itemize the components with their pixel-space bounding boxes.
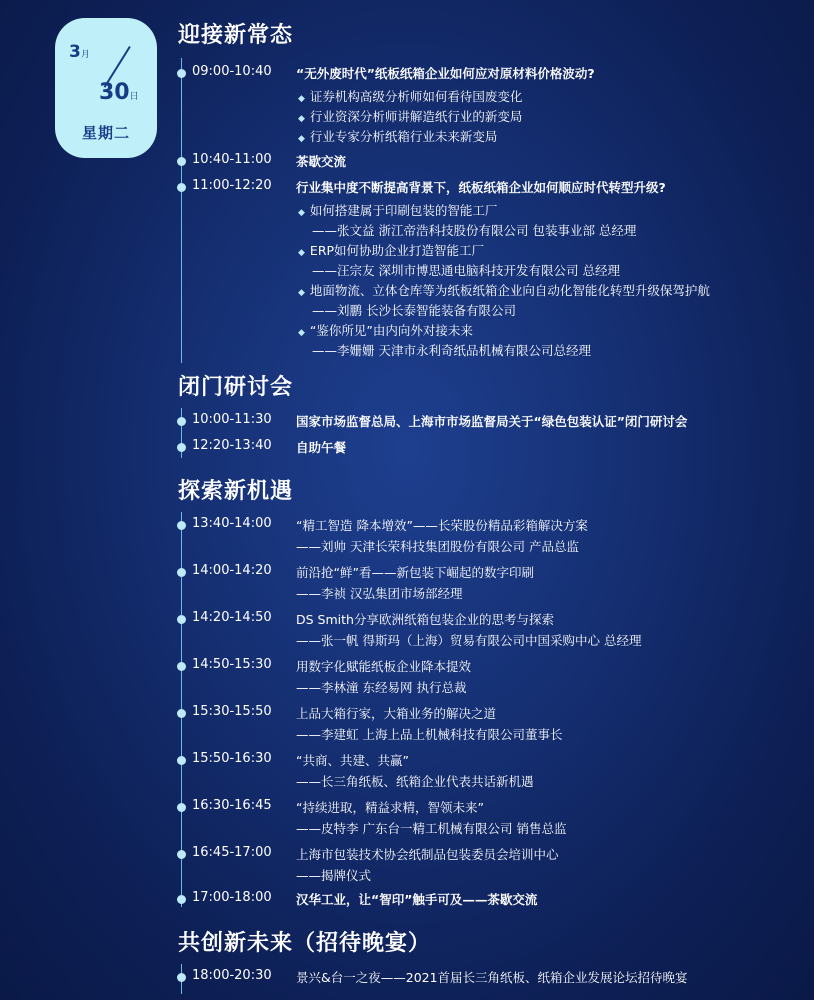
- agenda-title: 汉华工业，让“智印”触手可及——茶歇交流: [296, 892, 538, 907]
- agenda-title: 茶歇交流: [296, 154, 347, 169]
- date-badge: [55, 18, 157, 158]
- timeline-dot: [177, 850, 186, 859]
- time-slot: 14:50-15:30: [192, 657, 272, 672]
- agenda-title: 自助午餐: [296, 440, 347, 455]
- agenda-sub: ◆ 行业专家分析纸箱行业未来新变局: [298, 129, 498, 144]
- section-title: 迎接新常态: [178, 23, 294, 48]
- agenda-title: 行业集中度不断提高背景下，纸板纸箱企业如何顺应时代转型升级?: [296, 180, 666, 195]
- timeline-dot: [177, 709, 186, 718]
- timeline-dot: [177, 568, 186, 577]
- agenda-title: 前沿抢“鲜”看——新包装下崛起的数字印刷: [296, 565, 534, 580]
- diamond-bullet-icon: ◆: [298, 114, 305, 124]
- time-slot: 11:00-12:20: [192, 178, 272, 193]
- timeline-dot: [177, 895, 186, 904]
- speaker-line: ——刘帅 天津长荣科技集团股份有限公司 产品总监: [296, 539, 579, 554]
- agenda-title: 上海市包装技术协会纸制品包装委员会培训中心: [296, 847, 559, 862]
- timeline-dot: [177, 973, 186, 982]
- speaker-line: ——皮特李 广东台一精工机械有限公司 销售总监: [296, 821, 567, 836]
- agenda-sub: ◆ 证券机构高级分析师如何看待国废变化: [298, 89, 523, 104]
- agenda-title: “共商、共建、共赢”: [296, 753, 409, 768]
- agenda-sub: ◆ “鉴你所见”由内向外对接未来: [298, 323, 473, 338]
- agenda-title: “无外废时代”纸板纸箱企业如何应对原材料价格波动?: [296, 66, 595, 81]
- time-slot: 14:00-14:20: [192, 563, 272, 578]
- time-slot: 10:40-11:00: [192, 152, 272, 167]
- time-slot: 09:00-10:40: [192, 64, 272, 79]
- speaker-line: ——张一帆 得斯玛（上海）贸易有限公司中国采购中心 总经理: [296, 633, 642, 648]
- agenda-title: 上品大箱行家，大箱业务的解决之道: [296, 706, 497, 721]
- agenda-title: 用数字化赋能纸板企业降本提效: [296, 659, 472, 674]
- date-day: 30日: [99, 80, 139, 105]
- timeline-dot: [177, 662, 186, 671]
- timeline-dot: [177, 157, 186, 166]
- time-slot: 17:00-18:00: [192, 890, 272, 905]
- section-title: 探索新机遇: [178, 479, 294, 504]
- timeline-dot: [177, 803, 186, 812]
- time-slot: 13:40-14:00: [192, 516, 272, 531]
- section-title: 共创新未来（招待晚宴）: [178, 931, 432, 956]
- time-slot: 18:00-20:30: [192, 968, 272, 983]
- agenda-title: 景兴&台一之夜——2021首届长三角纸板、纸箱企业发展论坛招待晚宴: [296, 970, 688, 985]
- date-month: 3月: [69, 42, 90, 62]
- time-slot: 16:45-17:00: [192, 845, 272, 860]
- timeline-dot: [177, 521, 186, 530]
- speaker-line: ——李林潼 东经易网 执行总裁: [296, 680, 467, 695]
- speaker-line: ——长三角纸板、纸箱企业代表共话新机遇: [296, 774, 534, 789]
- timeline-line: [181, 58, 182, 363]
- speaker-line: ——刘鹏 长沙长泰智能装备有限公司: [312, 303, 516, 318]
- time-slot: 12:20-13:40: [192, 438, 272, 453]
- time-slot: 10:00-11:30: [192, 412, 272, 427]
- agenda-title: 国家市场监督总局、上海市市场监督局关于“绿色包装认证”闭门研讨会: [296, 414, 688, 429]
- date-weekday: 星期二: [81, 124, 130, 142]
- time-slot: 15:30-15:50: [192, 704, 272, 719]
- diamond-bullet-icon: ◆: [298, 288, 305, 298]
- agenda-sub: ◆ ERP如何协助企业打造智能工厂: [298, 243, 485, 258]
- agenda-sub: ◆ 地面物流、立体仓库等为纸板纸箱企业向自动化智能化转型升级保驾护航: [298, 283, 710, 298]
- agenda-sub: ◆ 如何搭建属于印刷包装的智能工厂: [298, 203, 498, 218]
- time-slot: 15:50-16:30: [192, 751, 272, 766]
- agenda-title: “精工智造 降本增效”——长荣股份精品彩箱解决方案: [296, 518, 588, 533]
- timeline-dot: [177, 615, 186, 624]
- timeline-dot: [177, 756, 186, 765]
- time-slot: 16:30-16:45: [192, 798, 272, 813]
- speaker-line: ——汪宗友 深圳市博思通电脑科技开发有限公司 总经理: [312, 263, 620, 278]
- section-title: 闭门研讨会: [178, 375, 294, 400]
- speaker-line: ——张文益 浙江帝浩科技股份有限公司 包装事业部 总经理: [312, 223, 637, 238]
- timeline-dot: [177, 443, 186, 452]
- diamond-bullet-icon: ◆: [298, 328, 305, 338]
- diamond-bullet-icon: ◆: [298, 94, 305, 104]
- timeline-dot: [177, 183, 186, 192]
- time-slot: 14:20-14:50: [192, 610, 272, 625]
- diamond-bullet-icon: ◆: [298, 134, 305, 144]
- speaker-line: ——李姗姗 天津市永利奇纸品机械有限公司总经理: [312, 343, 591, 358]
- timeline-dot: [177, 417, 186, 426]
- agenda-title: “持续进取，精益求精，智领未来”: [296, 800, 484, 815]
- agenda-title: DS Smith分享欧洲纸箱包装企业的思考与探索: [296, 612, 554, 627]
- agenda-sub: ◆ 行业资深分析师讲解造纸行业的新变局: [298, 109, 523, 124]
- speaker-line: ——李建虹 上海上品上机械科技有限公司董事长: [296, 727, 563, 742]
- timeline-dot: [177, 69, 186, 78]
- speaker-line: ——李祯 汉弘集团市场部经理: [296, 586, 463, 601]
- diamond-bullet-icon: ◆: [298, 248, 305, 258]
- diamond-bullet-icon: ◆: [298, 208, 305, 218]
- speaker-line: ——揭牌仪式: [296, 868, 372, 883]
